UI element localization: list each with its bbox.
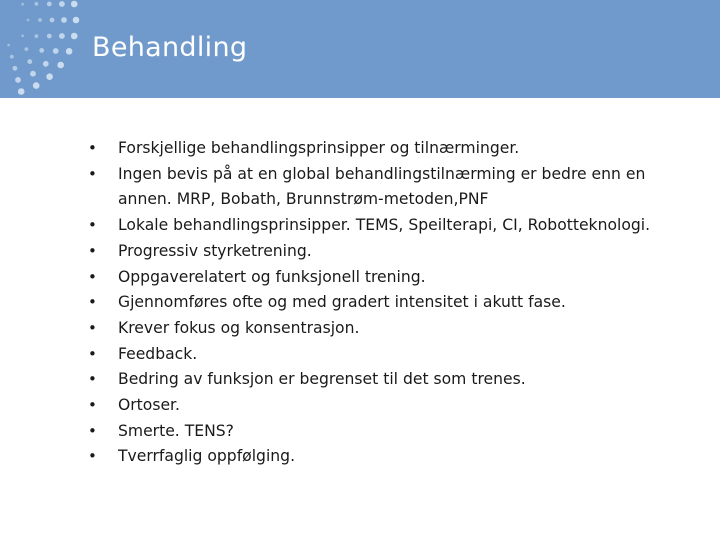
decoration-dot xyxy=(27,59,32,64)
decoration-dot xyxy=(53,48,59,54)
decoration-dot xyxy=(73,17,80,24)
bullet-item xyxy=(88,239,688,265)
title-bar xyxy=(0,0,720,98)
bullet-item xyxy=(88,393,688,419)
bullet-marker: • xyxy=(88,293,97,312)
bullet-text: Oppgaverelatert og funksjonell trening. xyxy=(118,267,426,286)
decoration-dot xyxy=(57,62,64,69)
bullet-text: Lokale behandlingsprinsipper. TEMS, Speilterapi, CI, Robotteknologi. xyxy=(118,216,651,235)
decoration-dot xyxy=(38,18,42,22)
bullet-marker: • xyxy=(88,396,97,415)
decoration-dot xyxy=(71,33,78,40)
decoration-dot xyxy=(35,2,39,6)
bullet-marker: • xyxy=(88,216,97,235)
decoration-dot xyxy=(21,34,24,37)
bullet-item xyxy=(88,367,688,393)
decoration-dot xyxy=(25,47,29,51)
bullet-list xyxy=(88,136,688,470)
decoration-dot xyxy=(71,1,78,8)
bullet-item xyxy=(88,162,688,213)
bullet-item xyxy=(88,316,688,342)
bullet-marker: • xyxy=(88,370,97,389)
decoration-dot xyxy=(33,82,40,89)
bullet-text: Bedring av funksjon er begrenset til det som trenes. xyxy=(118,370,526,389)
bullet-item xyxy=(88,265,688,291)
decoration-dot xyxy=(30,71,36,77)
bullet-marker: • xyxy=(88,421,97,440)
bullet-item xyxy=(88,444,688,470)
bullet-text: Gjennomføres ofte og med gradert intensitet i akutt fase. xyxy=(118,293,566,312)
decoration-dot xyxy=(47,2,52,7)
bullet-text: Ingen bevis på at en global behandlingstilnærming er bedre enn en annen. MRP, Bobath, Brunnstrøm-metoden,PNF xyxy=(118,164,646,209)
bullet-marker: • xyxy=(88,241,97,260)
decoration-dot xyxy=(59,1,65,7)
decoration-dot xyxy=(15,77,21,83)
decoration-dot xyxy=(39,48,44,53)
bullet-marker: • xyxy=(88,447,97,466)
decoration-dot xyxy=(46,73,53,80)
bullet-text: Ortoser. xyxy=(118,396,180,415)
bullet-marker: • xyxy=(88,267,97,286)
bullet-marker: • xyxy=(88,318,97,337)
bullet-item xyxy=(88,213,688,239)
bullet-text: Smerte. TENS? xyxy=(118,421,234,440)
bullet-item xyxy=(88,136,688,162)
bullet-marker: • xyxy=(88,344,97,363)
bullet-text: Feedback. xyxy=(118,344,198,363)
bullet-marker: • xyxy=(88,139,97,157)
decoration-dot xyxy=(35,34,39,38)
decoration-dot xyxy=(47,34,52,39)
bullet-item xyxy=(88,342,688,368)
bullet-text: Forskjellige behandlingsprinsipper og tilnærminger. xyxy=(118,139,520,157)
bullet-item xyxy=(88,419,688,445)
slide-title: Behandling xyxy=(92,32,248,63)
bullet-item xyxy=(88,290,688,316)
decoration-dot xyxy=(66,48,73,55)
decoration-dot xyxy=(10,55,14,59)
decoration-dot xyxy=(7,44,10,47)
bullet-marker: • xyxy=(88,164,97,183)
decoration-dot xyxy=(43,61,49,67)
decoration-dot xyxy=(61,17,67,23)
decoration-dot xyxy=(18,88,25,95)
decoration-dot xyxy=(21,3,24,6)
decoration-dot xyxy=(27,19,30,22)
bullet-text: Krever fokus og konsentrasjon. xyxy=(118,318,360,337)
bullet-text: Tverrfaglig oppfølging. xyxy=(118,447,296,466)
decoration-dot xyxy=(13,66,18,71)
bullet-text: Progressiv styrketrening. xyxy=(118,241,312,260)
decoration-dot xyxy=(59,33,65,39)
decoration-dot xyxy=(50,18,55,23)
